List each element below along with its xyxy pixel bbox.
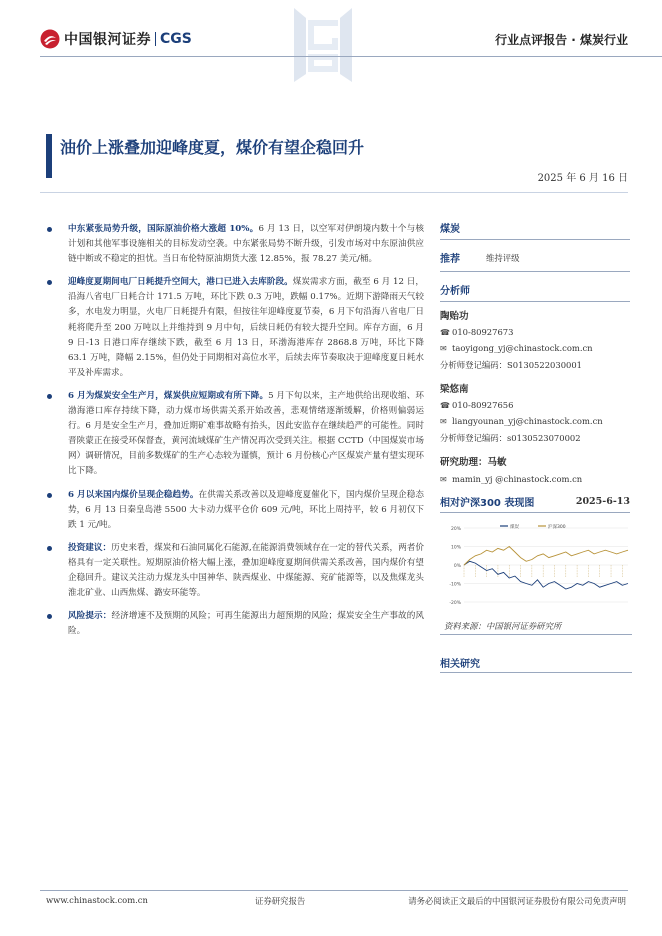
bullet-item: [46, 541, 424, 601]
bullet-item: [46, 222, 424, 267]
bullet-dot-icon: [47, 227, 52, 232]
chart-title: 相对沪深300 表现图: [440, 498, 535, 509]
email-icon: ✉: [440, 343, 447, 353]
bullet-item: [46, 389, 424, 480]
bullet-item: [46, 275, 424, 381]
y-tick-label: -20%: [449, 601, 461, 606]
header-divider: [40, 56, 662, 57]
logo: [40, 28, 192, 50]
title-accent-bar: [46, 134, 52, 178]
footer-disclaimer: 请务必阅读正文最后的中国银河证券股份有限公司免责声明: [408, 896, 626, 906]
analyst-phone: 010-80927673: [452, 327, 514, 337]
bullet-lead: 6 月以来国内煤价呈现企稳趋势。: [68, 489, 199, 500]
report-date: 2025 年 6 月 16 日: [537, 173, 628, 184]
bullet-dot-icon: [47, 493, 52, 498]
logo-divider: [155, 32, 156, 46]
sidebar-divider: [440, 512, 630, 513]
sidebar-divider: [440, 271, 630, 272]
legend-label: 煤炭: [510, 525, 519, 530]
bullet-text: 5 月下旬以来，主产地供给出现收缩、环渤海港口库存持续下降，动力煤市场供需关系开始改善，悲观情绪逐渐缓解，价格则偏弱运行。6 月是安全生产月，叠加近期矿难事故略有抬头，因此安监存在继续趋严的可能性。同时晋陕蒙正在接受环保督查，黄河流域煤矿生产情况再次受到关注。根据 CCTD（中国煤炭市场网）调研情况，目前多数煤矿的生产心态较为谨慎，预计 6 月份核心产区煤炭产量有望实现环比下降。: [68, 390, 424, 477]
bullet-dot-icon: [47, 280, 52, 285]
bullet-text: 6 月 13 日，以空军对伊朗境内数十个与核计划和其他军事设施相关的目标发动空袭。中东紧张局势不断升级，引发市场对中东原油供应链中断或不稳定的担忧。当日布伦特原油期货大涨 12.85%，报 78.27 美元/桶。: [68, 224, 424, 265]
bullet-lead: 风险提示：: [68, 611, 112, 622]
footer-center: 证券研究报告: [255, 896, 306, 906]
footer-site[interactable]: www.chinastock.com.cn: [46, 895, 148, 905]
relative-performance-chart: [440, 520, 632, 612]
bullet-lead: 6 月为煤炭安全生产月，煤炭供应短期或有所下降。: [68, 390, 269, 401]
bullet-dot-icon: [47, 394, 52, 399]
y-tick-label: 10%: [450, 545, 461, 551]
email-icon: ✉: [440, 474, 447, 484]
email-icon: ✉: [440, 416, 447, 426]
sidebar-divider: [440, 634, 632, 635]
y-tick-label: -10%: [449, 582, 461, 588]
bullet-dot-icon: [47, 546, 52, 551]
bullet-lead: 投资建议：: [68, 542, 112, 553]
assistant-email[interactable]: mamin_yj @chinastock.com.cn: [452, 474, 583, 484]
series-line-csi300: [464, 547, 628, 566]
bullet-text: 在供需关系改善以及迎峰度夏催化下，国内煤价呈现企稳态势，6 月 13 日秦皇岛港 5500 大卡动力煤平仓价 609 元/吨，环比上周持平，较 6 月初仅下跌 1 元/吨。: [68, 489, 424, 530]
bullet-item: [46, 609, 424, 639]
sidebar: [440, 220, 630, 513]
series-line-coal: [464, 561, 628, 589]
bullet-dot-icon: [47, 614, 52, 619]
phone-icon: ☎: [440, 400, 450, 410]
analyst-name: 梁悠南: [440, 384, 469, 395]
analyst-name: 陶贻功: [440, 311, 469, 322]
sector-label: 煤炭: [440, 224, 460, 235]
sidebar-divider: [440, 672, 632, 673]
sidebar-divider: [440, 301, 630, 302]
analyst-heading: 分析师: [440, 286, 470, 297]
y-tick-label: 0%: [453, 564, 461, 569]
report-type: 行业点评报告 · 煤炭行业: [495, 33, 628, 47]
bullet-lead: 中东紧张局势升级，国际原油价格大涨超 10%。: [68, 224, 259, 234]
bullet-item: [46, 488, 424, 533]
footer-divider: [40, 890, 628, 891]
assistant-name: 研究助理：马敏: [440, 457, 507, 468]
analyst-cert: 分析师登记编码：S0130522030001: [440, 360, 583, 370]
logo-mark-icon: [40, 29, 60, 49]
legend-label: 沪深300: [548, 525, 566, 530]
rating-label: 推荐: [440, 254, 460, 265]
analyst-cert: 分析师登记编码：s0130523070002: [440, 433, 581, 443]
analyst-email[interactable]: liangyounan_yj@chinastock.com.cn: [452, 416, 603, 426]
analyst-phone: 010-80927656: [452, 400, 514, 410]
cgs-watermark-icon: [288, 4, 358, 86]
report-title: 油价上涨叠加迎峰度夏，煤价有望企稳回升: [60, 138, 365, 157]
rating-value: 维持评级: [486, 252, 520, 263]
bullet-text: 经济增速不及预期的风险；可再生能源出力超预期的风险；煤炭安全生产事故的风险。: [68, 611, 424, 637]
title-divider: [40, 192, 628, 193]
analyst-email[interactable]: taoyigong_yj@chinastock.com.cn: [452, 343, 593, 353]
logo-text: 中国银河证券: [64, 32, 151, 48]
phone-icon: ☎: [440, 327, 450, 337]
logo-en-text: CGS: [160, 31, 192, 47]
bullet-text: 煤炭需求方面，截至 6 月 12 日，沿海八省电厂日耗合计 171.5 万吨，环比下跌 0.3 万吨，跌幅 0.17%。近期下游降雨天气较多，水电发力明显，火电厂日耗提升有限，但按往年迎峰度夏节奏，6 月下旬沿海八省电厂日耗将爬升至 200 万吨以上并维持到 9 月中旬，后续日耗仍有较大提升空间。库存方面，6 月 9 日-13 日港口库存继续下跌，截至 6 月 13 日，环渤海港库存 2868.8 万吨，环比下降 63.1 万吨，降幅 2.15%，但仍处于同期相对高位水平，后续去库节奏取决于迎峰度夏日耗水平及补库需求。: [68, 277, 424, 378]
chart-date: 2025-6-13: [575, 496, 630, 507]
bullet-lead: 迎峰度夏期间电厂日耗提升空间大，港口已进入去库阶段。: [68, 277, 293, 288]
related-research-heading: 相关研究: [440, 659, 480, 670]
chart-source: 资料来源：中国银河证券研究所: [444, 621, 562, 631]
y-tick-label: 20%: [450, 527, 461, 532]
bullet-text: 历史来看，煤炭和石油同属化石能源,在能源消费领域存在一定的替代关系，两者价格具有一定关联性。短期原油价格大幅上涨，叠加迎峰度夏期间供需关系改善，国内煤价有望企稳回升。建议关注动力煤龙头中国神华、陕西煤业、中煤能源、兖矿能源等，以及焦煤龙头淮北矿业、山西焦煤、潞安环能等。: [68, 542, 424, 599]
sidebar-divider: [440, 239, 630, 240]
summary-bullets: [46, 222, 424, 647]
